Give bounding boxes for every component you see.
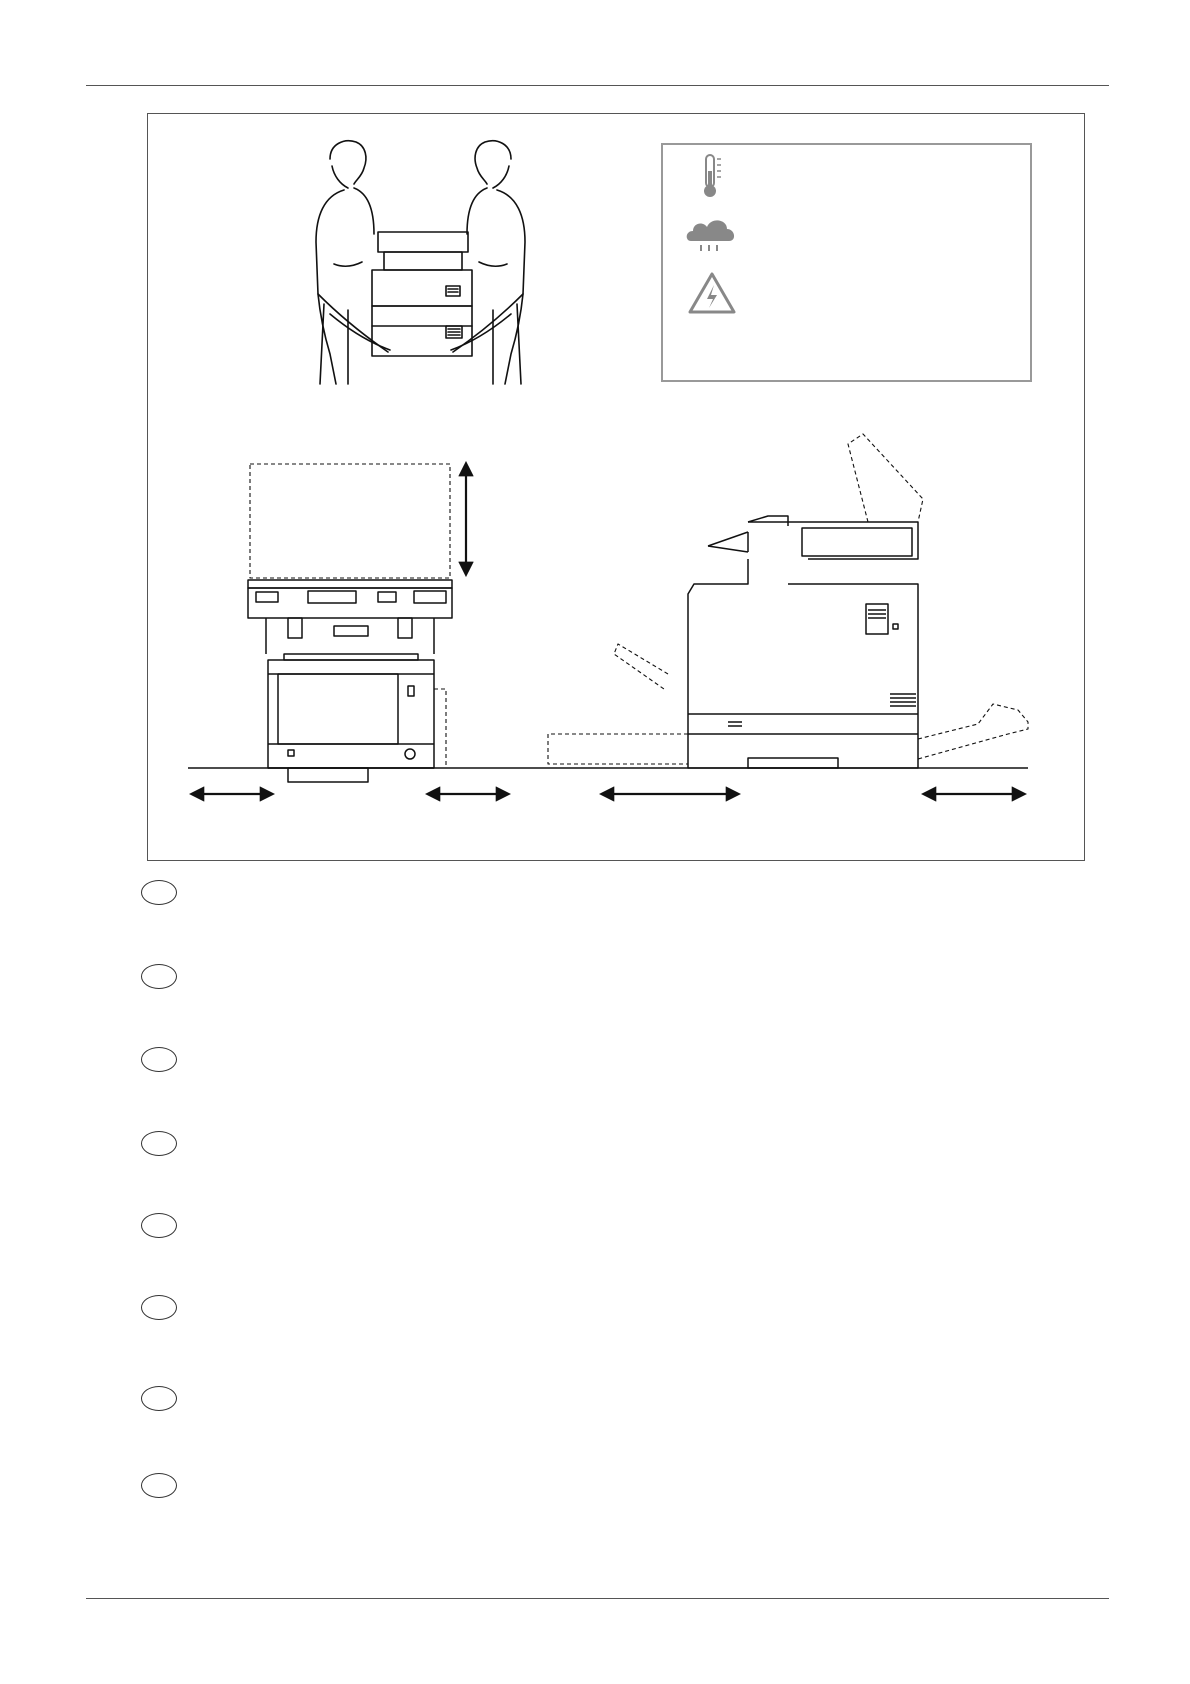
electrical-hazard-icon xyxy=(687,271,737,315)
language-marker-6 xyxy=(141,1295,177,1320)
printer-front-view xyxy=(248,464,466,782)
language-marker-7 xyxy=(141,1386,177,1411)
installation-figure xyxy=(147,113,1085,861)
lifting-people-illustration xyxy=(316,141,525,384)
language-marker-5 xyxy=(141,1213,177,1238)
language-marker-3 xyxy=(141,1047,177,1072)
header-rule xyxy=(86,85,1109,86)
humidity-cloud-icon xyxy=(683,215,739,255)
language-marker-1 xyxy=(141,880,177,905)
printer-side-view xyxy=(548,434,1028,768)
footer-rule xyxy=(86,1598,1109,1599)
language-marker-8 xyxy=(141,1473,177,1498)
language-marker-2 xyxy=(141,964,177,989)
language-marker-4 xyxy=(141,1131,177,1156)
thermometer-icon xyxy=(699,153,723,199)
environment-conditions-box xyxy=(661,143,1032,382)
